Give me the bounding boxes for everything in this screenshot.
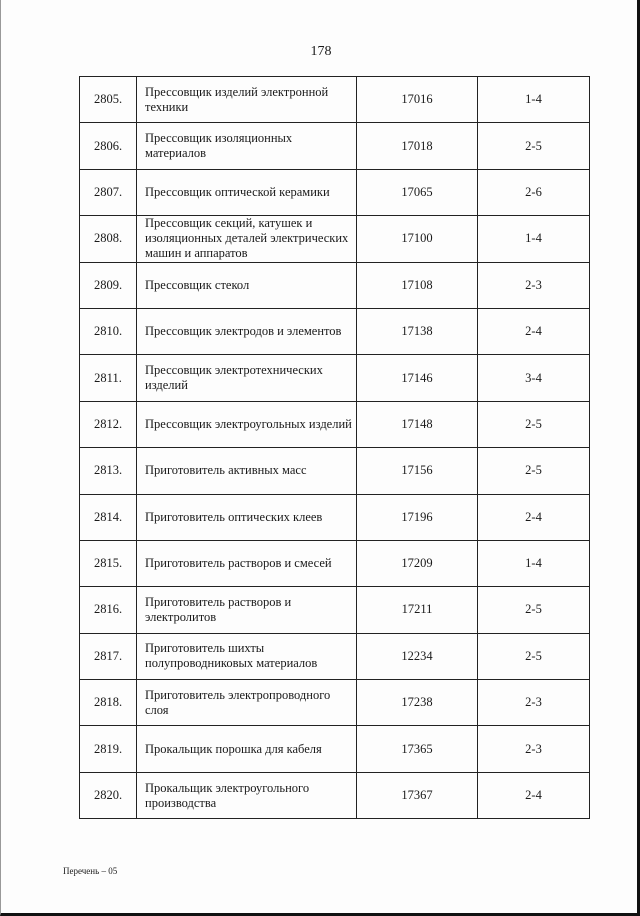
row-number-cell: 2813. [80,448,137,494]
profession-code-cell: 17238 [357,680,478,726]
profession-name-cell: Прессовщик секций, катушек и изоляционных деталей электрических машин и аппаратов [137,216,357,262]
grade-range-cell: 2-4 [478,308,590,354]
table-row [80,216,590,262]
row-number-cell: 2816. [80,587,137,633]
row-number-cell: 2815. [80,540,137,586]
table-row [80,123,590,169]
table-row [80,77,590,123]
table-body [80,77,590,819]
row-number-cell: 2817. [80,633,137,679]
profession-code-cell: 17146 [357,355,478,401]
row-number-cell: 2808. [80,216,137,262]
table-row [80,587,590,633]
row-number-cell: 2811. [80,355,137,401]
profession-code-cell: 17108 [357,262,478,308]
grade-range-cell: 2-5 [478,401,590,447]
row-number-cell: 2814. [80,494,137,540]
page-number: 178 [310,44,332,59]
row-number-cell: 2810. [80,308,137,354]
row-number-cell: 2809. [80,262,137,308]
table-row [80,448,590,494]
grade-range-cell: 2-5 [478,587,590,633]
table-row [80,308,590,354]
profession-code-cell: 17148 [357,401,478,447]
profession-name-cell: Приготовитель оптических клеев [137,494,357,540]
profession-name-cell: Прессовщик электродов и элементов [137,308,357,354]
profession-code-cell: 12234 [357,633,478,679]
profession-name-cell: Приготовитель шихты полупроводниковых материалов [137,633,357,679]
row-number-cell: 2805. [80,77,137,123]
profession-code-cell: 17209 [357,540,478,586]
grade-range-cell: 2-3 [478,262,590,308]
grade-range-cell: 2-4 [478,772,590,818]
profession-name-cell: Прессовщик стекол [137,262,357,308]
grade-range-cell: 2-4 [478,494,590,540]
profession-code-cell: 17367 [357,772,478,818]
table-row [80,169,590,215]
grade-range-cell: 2-6 [478,169,590,215]
profession-code-cell: 17138 [357,308,478,354]
grade-range-cell: 3-4 [478,355,590,401]
table-row [80,680,590,726]
grade-range-cell: 2-5 [478,123,590,169]
profession-code-cell: 17016 [357,77,478,123]
profession-name-cell: Прокальщик порошка для кабеля [137,726,357,772]
table-row [80,494,590,540]
table-row [80,355,590,401]
profession-name-cell: Прессовщик электроугольных изделий [137,401,357,447]
table-row [80,262,590,308]
profession-code-cell: 17100 [357,216,478,262]
profession-name-cell: Прессовщик изделий электронной техники [137,77,357,123]
row-number-cell: 2819. [80,726,137,772]
table-row [80,540,590,586]
row-number-cell: 2812. [80,401,137,447]
professions-table [79,76,590,819]
grade-range-cell: 2-3 [478,726,590,772]
table-row [80,633,590,679]
profession-code-cell: 17365 [357,726,478,772]
table-row [80,772,590,818]
profession-name-cell: Прессовщик электротехнических изделий [137,355,357,401]
footer-note: Перечень – 05 [63,866,118,876]
table-row [80,401,590,447]
grade-range-cell: 1-4 [478,77,590,123]
profession-code-cell: 17196 [357,494,478,540]
profession-code-cell: 17065 [357,169,478,215]
profession-name-cell: Приготовитель растворов и электролитов [137,587,357,633]
profession-name-cell: Прессовщик оптической керамики [137,169,357,215]
row-number-cell: 2806. [80,123,137,169]
grade-range-cell: 1-4 [478,216,590,262]
row-number-cell: 2820. [80,772,137,818]
profession-code-cell: 17211 [357,587,478,633]
profession-name-cell: Приготовитель электропроводного слоя [137,680,357,726]
profession-name-cell: Прессовщик изоляционных материалов [137,123,357,169]
grade-range-cell: 1-4 [478,540,590,586]
profession-code-cell: 17018 [357,123,478,169]
grade-range-cell: 2-5 [478,633,590,679]
profession-name-cell: Приготовитель растворов и смесей [137,540,357,586]
grade-range-cell: 2-3 [478,680,590,726]
row-number-cell: 2818. [80,680,137,726]
grade-range-cell: 2-5 [478,448,590,494]
table-row [80,726,590,772]
profession-name-cell: Приготовитель активных масс [137,448,357,494]
profession-name-cell: Прокальщик электроугольного производства [137,772,357,818]
profession-code-cell: 17156 [357,448,478,494]
row-number-cell: 2807. [80,169,137,215]
